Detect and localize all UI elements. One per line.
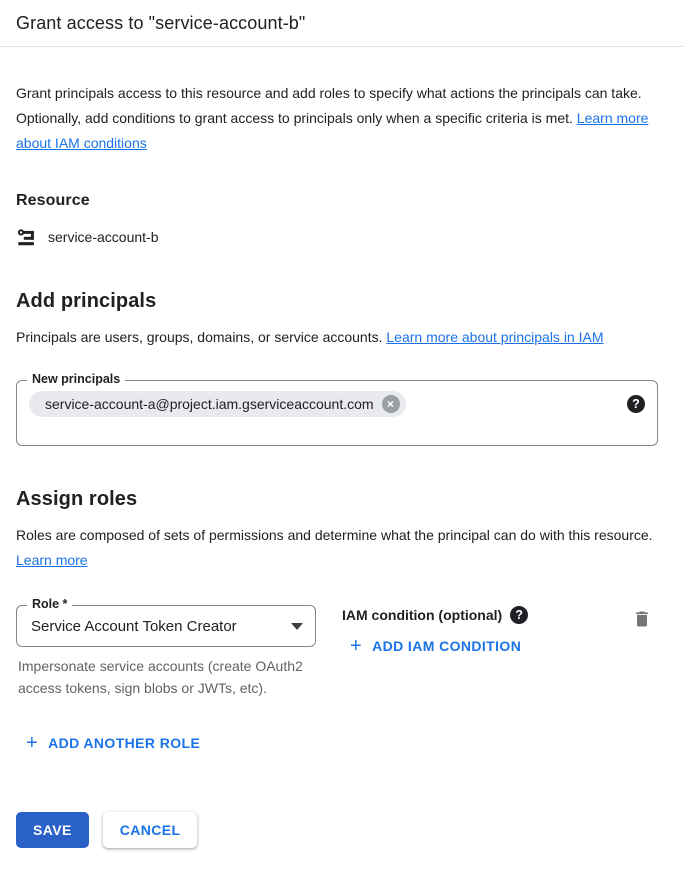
add-another-role-button[interactable] — [26, 732, 201, 754]
learn-more-roles-link[interactable]: Learn more — [16, 552, 88, 568]
resource-name: service-account-b — [48, 229, 159, 245]
principal-chip — [29, 391, 406, 417]
dialog-actions — [16, 812, 658, 866]
new-principals-input[interactable] — [16, 372, 658, 446]
dialog-title: Grant access to "service-account-b" — [16, 13, 306, 33]
new-principals-label: New principals — [27, 372, 125, 386]
principals-help-icon[interactable]: ? — [627, 395, 645, 413]
grant-access-dialog — [0, 81, 684, 866]
add-iam-condition-button[interactable] — [350, 635, 522, 657]
roles-text — [16, 523, 658, 573]
role-help-text: Impersonate service accounts (create OAuth2 access tokens, sign blobs or JWTs, etc). — [18, 658, 303, 696]
plus-icon: + — [350, 635, 363, 657]
trash-icon — [632, 617, 652, 632]
dialog-header — [0, 0, 684, 47]
iam-condition-label: IAM condition (optional) — [342, 607, 503, 623]
condition-help-icon[interactable]: ? — [510, 606, 528, 624]
role-selected-value: Service Account Token Creator — [31, 617, 237, 635]
resource-heading: Resource — [16, 192, 90, 209]
dropdown-arrow-icon — [291, 623, 303, 630]
learn-more-principals-link[interactable]: Learn more about principals in IAM — [386, 329, 604, 345]
role-label: Role * — [27, 597, 72, 611]
trash-column — [632, 605, 658, 634]
delete-role-button[interactable] — [632, 609, 652, 632]
resource-row — [16, 226, 658, 248]
roles-description: Roles are composed of sets of permissions and determine what the principal can do with this resource. — [16, 527, 653, 543]
principal-chip-label: service-account-a@project.iam.gserviceaccount.com — [45, 396, 374, 412]
chip-remove-icon[interactable]: × — [382, 395, 400, 413]
role-column — [16, 597, 316, 699]
cancel-button[interactable]: CANCEL — [103, 812, 198, 848]
add-another-role-label: ADD ANOTHER ROLE — [48, 735, 201, 751]
add-iam-condition-label: ADD IAM CONDITION — [372, 638, 522, 654]
role-select[interactable] — [16, 597, 316, 647]
plus-icon: + — [26, 732, 39, 754]
service-account-icon — [16, 226, 38, 248]
assign-roles-heading: Assign roles — [16, 488, 138, 510]
intro-text — [16, 81, 658, 156]
learn-more-iam-conditions-link[interactable]: Learn more about IAM conditions — [16, 110, 649, 151]
role-row — [16, 597, 658, 699]
save-button[interactable]: SAVE — [16, 812, 89, 848]
condition-column — [342, 605, 632, 657]
principals-text — [16, 325, 658, 350]
intro-description: Grant principals access to this resource and add roles to specify what actions the principals can take. Optionally, add conditions to grant access to principals only when a specific criteria is met. — [16, 85, 642, 126]
principals-description: Principals are users, groups, domains, or service accounts. — [16, 329, 383, 345]
condition-label-row — [342, 605, 632, 624]
add-principals-heading: Add principals — [16, 290, 157, 312]
